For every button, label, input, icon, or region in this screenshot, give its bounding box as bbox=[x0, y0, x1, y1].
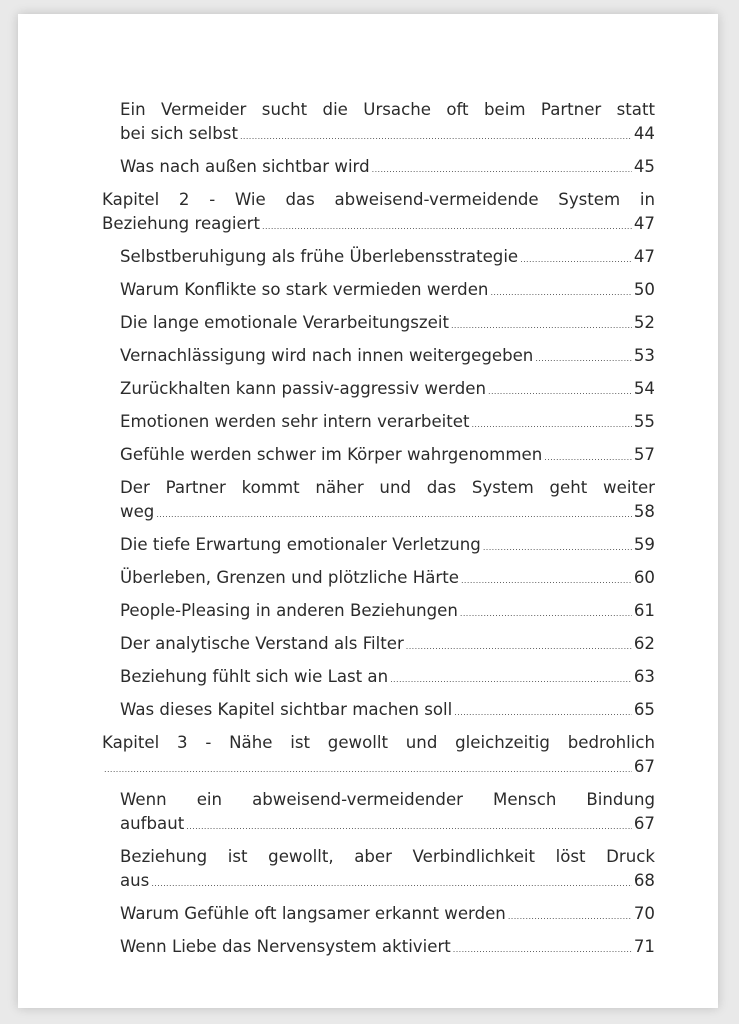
toc-page-number: 55 bbox=[633, 412, 655, 431]
toc-page-number: 70 bbox=[633, 904, 655, 923]
toc-chapter-entry[interactable] bbox=[102, 731, 655, 782]
toc-entry-title: Überleben, Grenzen und plötzliche Härte bbox=[120, 568, 459, 587]
dot-leader bbox=[520, 245, 632, 272]
dot-leader bbox=[461, 566, 632, 593]
toc-entry-title: Warum Gefühle oft langsamer erkannt werden bbox=[120, 904, 506, 923]
dot-leader bbox=[535, 344, 632, 371]
toc-page-number: 67 bbox=[633, 814, 655, 833]
toc-entry-title-line: Kapitel 3 - Nähe ist gewollt und gleichzeitig bedrohlich bbox=[102, 733, 655, 752]
toc-entry-title: Der analytische Verstand als Filter bbox=[120, 634, 404, 653]
toc-page-number: 60 bbox=[633, 568, 655, 587]
toc-page-number: 47 bbox=[633, 214, 655, 233]
toc-entry[interactable] bbox=[120, 443, 655, 470]
dot-leader bbox=[151, 869, 632, 896]
toc-entry-title-line: aus bbox=[120, 871, 150, 890]
toc-entry-title: Die tiefe Erwartung emotionaler Verletzung bbox=[120, 535, 481, 554]
toc-entry-title: Zurückhalten kann passiv-aggressiv werden bbox=[120, 379, 486, 398]
dot-leader bbox=[104, 755, 632, 782]
toc-entry[interactable] bbox=[120, 344, 655, 371]
toc-entry[interactable] bbox=[120, 278, 655, 305]
toc-entry[interactable] bbox=[120, 377, 655, 404]
toc-entry[interactable] bbox=[120, 845, 655, 896]
toc-entry-title: Gefühle werden schwer im Körper wahrgenommen bbox=[120, 445, 543, 464]
toc-entry-title: Warum Konflikte so stark vermieden werden bbox=[120, 280, 489, 299]
toc-entry[interactable] bbox=[120, 632, 655, 659]
toc-entry-title-line: Beziehung reagiert bbox=[102, 214, 260, 233]
dot-leader bbox=[372, 155, 632, 182]
toc-chapter-entry[interactable] bbox=[102, 188, 655, 239]
dot-leader bbox=[406, 632, 632, 659]
toc-page-number: 65 bbox=[633, 700, 655, 719]
dot-leader bbox=[156, 500, 632, 527]
toc-entry-title: Vernachlässigung wird nach innen weitergegeben bbox=[120, 346, 534, 365]
toc-entry[interactable] bbox=[120, 698, 655, 725]
toc-entry[interactable] bbox=[120, 410, 655, 437]
dot-leader bbox=[390, 665, 632, 692]
dot-leader bbox=[186, 812, 632, 839]
dot-leader bbox=[454, 698, 632, 725]
toc-entry-title: Wenn Liebe das Nervensystem aktiviert bbox=[120, 937, 451, 956]
toc-page-number: 58 bbox=[633, 502, 655, 521]
toc-page-number: 71 bbox=[633, 937, 655, 956]
toc-entry[interactable] bbox=[120, 245, 655, 272]
toc-entry-title: Die lange emotionale Verarbeitungszeit bbox=[120, 313, 449, 332]
toc-page-number: 63 bbox=[633, 667, 655, 686]
toc-entry[interactable] bbox=[120, 788, 655, 839]
dot-leader bbox=[490, 278, 631, 305]
toc-entry-title-line: Wenn ein abweisend-vermeidender Mensch Bindung bbox=[120, 790, 655, 809]
toc-entry-title: People-Pleasing in anderen Beziehungen bbox=[120, 601, 458, 620]
table-of-contents bbox=[102, 98, 655, 962]
toc-entry-title: Beziehung fühlt sich wie Last an bbox=[120, 667, 389, 686]
dot-leader bbox=[240, 122, 632, 149]
toc-page-number: 53 bbox=[633, 346, 655, 365]
dot-leader bbox=[262, 212, 632, 239]
toc-entry-title-line: Kapitel 2 - Wie das abweisend-vermeidende System in bbox=[102, 190, 655, 209]
toc-page-number: 62 bbox=[633, 634, 655, 653]
toc-entry-title: Emotionen werden sehr intern verarbeitet bbox=[120, 412, 470, 431]
toc-entry[interactable] bbox=[120, 155, 655, 182]
document-page bbox=[18, 14, 718, 1008]
toc-page-number: 57 bbox=[633, 445, 655, 464]
toc-entry[interactable] bbox=[120, 476, 655, 527]
toc-page-number: 61 bbox=[633, 601, 655, 620]
dot-leader bbox=[451, 311, 632, 338]
toc-entry-title: Was dieses Kapitel sichtbar machen soll bbox=[120, 700, 453, 719]
toc-entry[interactable] bbox=[120, 311, 655, 338]
toc-page-number: 44 bbox=[633, 124, 655, 143]
toc-page-number: 54 bbox=[633, 379, 655, 398]
toc-page-number: 67 bbox=[633, 757, 655, 776]
toc-entry[interactable] bbox=[120, 665, 655, 692]
toc-page-number: 45 bbox=[633, 157, 655, 176]
toc-page-number: 50 bbox=[633, 280, 655, 299]
toc-entry-title-line: Der Partner kommt näher und das System geht weiter bbox=[120, 478, 655, 497]
toc-page-number: 52 bbox=[633, 313, 655, 332]
toc-entry-title: Selbstberuhigung als frühe Überlebensstrategie bbox=[120, 247, 519, 266]
toc-entry[interactable] bbox=[120, 533, 655, 560]
dot-leader bbox=[488, 377, 632, 404]
dot-leader bbox=[471, 410, 631, 437]
toc-entry-title-line: weg bbox=[120, 502, 155, 521]
toc-entry-title: Was nach außen sichtbar wird bbox=[120, 157, 370, 176]
toc-entry[interactable] bbox=[120, 98, 655, 149]
toc-entry-title-line: aufbaut bbox=[120, 814, 185, 833]
toc-entry[interactable] bbox=[120, 902, 655, 929]
toc-entry[interactable] bbox=[120, 599, 655, 626]
toc-entry-title-line: Beziehung ist gewollt, aber Verbindlichkeit löst Druck bbox=[120, 847, 655, 866]
toc-entry[interactable] bbox=[120, 566, 655, 593]
toc-entry[interactable] bbox=[120, 935, 655, 962]
dot-leader bbox=[544, 443, 632, 470]
dot-leader bbox=[453, 935, 632, 962]
toc-page-number: 59 bbox=[633, 535, 655, 554]
dot-leader bbox=[508, 902, 632, 929]
toc-entry-title-line: Ein Vermeider sucht die Ursache oft beim Partner statt bbox=[120, 100, 655, 119]
toc-page-number: 68 bbox=[633, 871, 655, 890]
toc-entry-title-line: bei sich selbst bbox=[120, 124, 238, 143]
dot-leader bbox=[483, 533, 632, 560]
dot-leader bbox=[460, 599, 632, 626]
toc-page-number: 47 bbox=[633, 247, 655, 266]
